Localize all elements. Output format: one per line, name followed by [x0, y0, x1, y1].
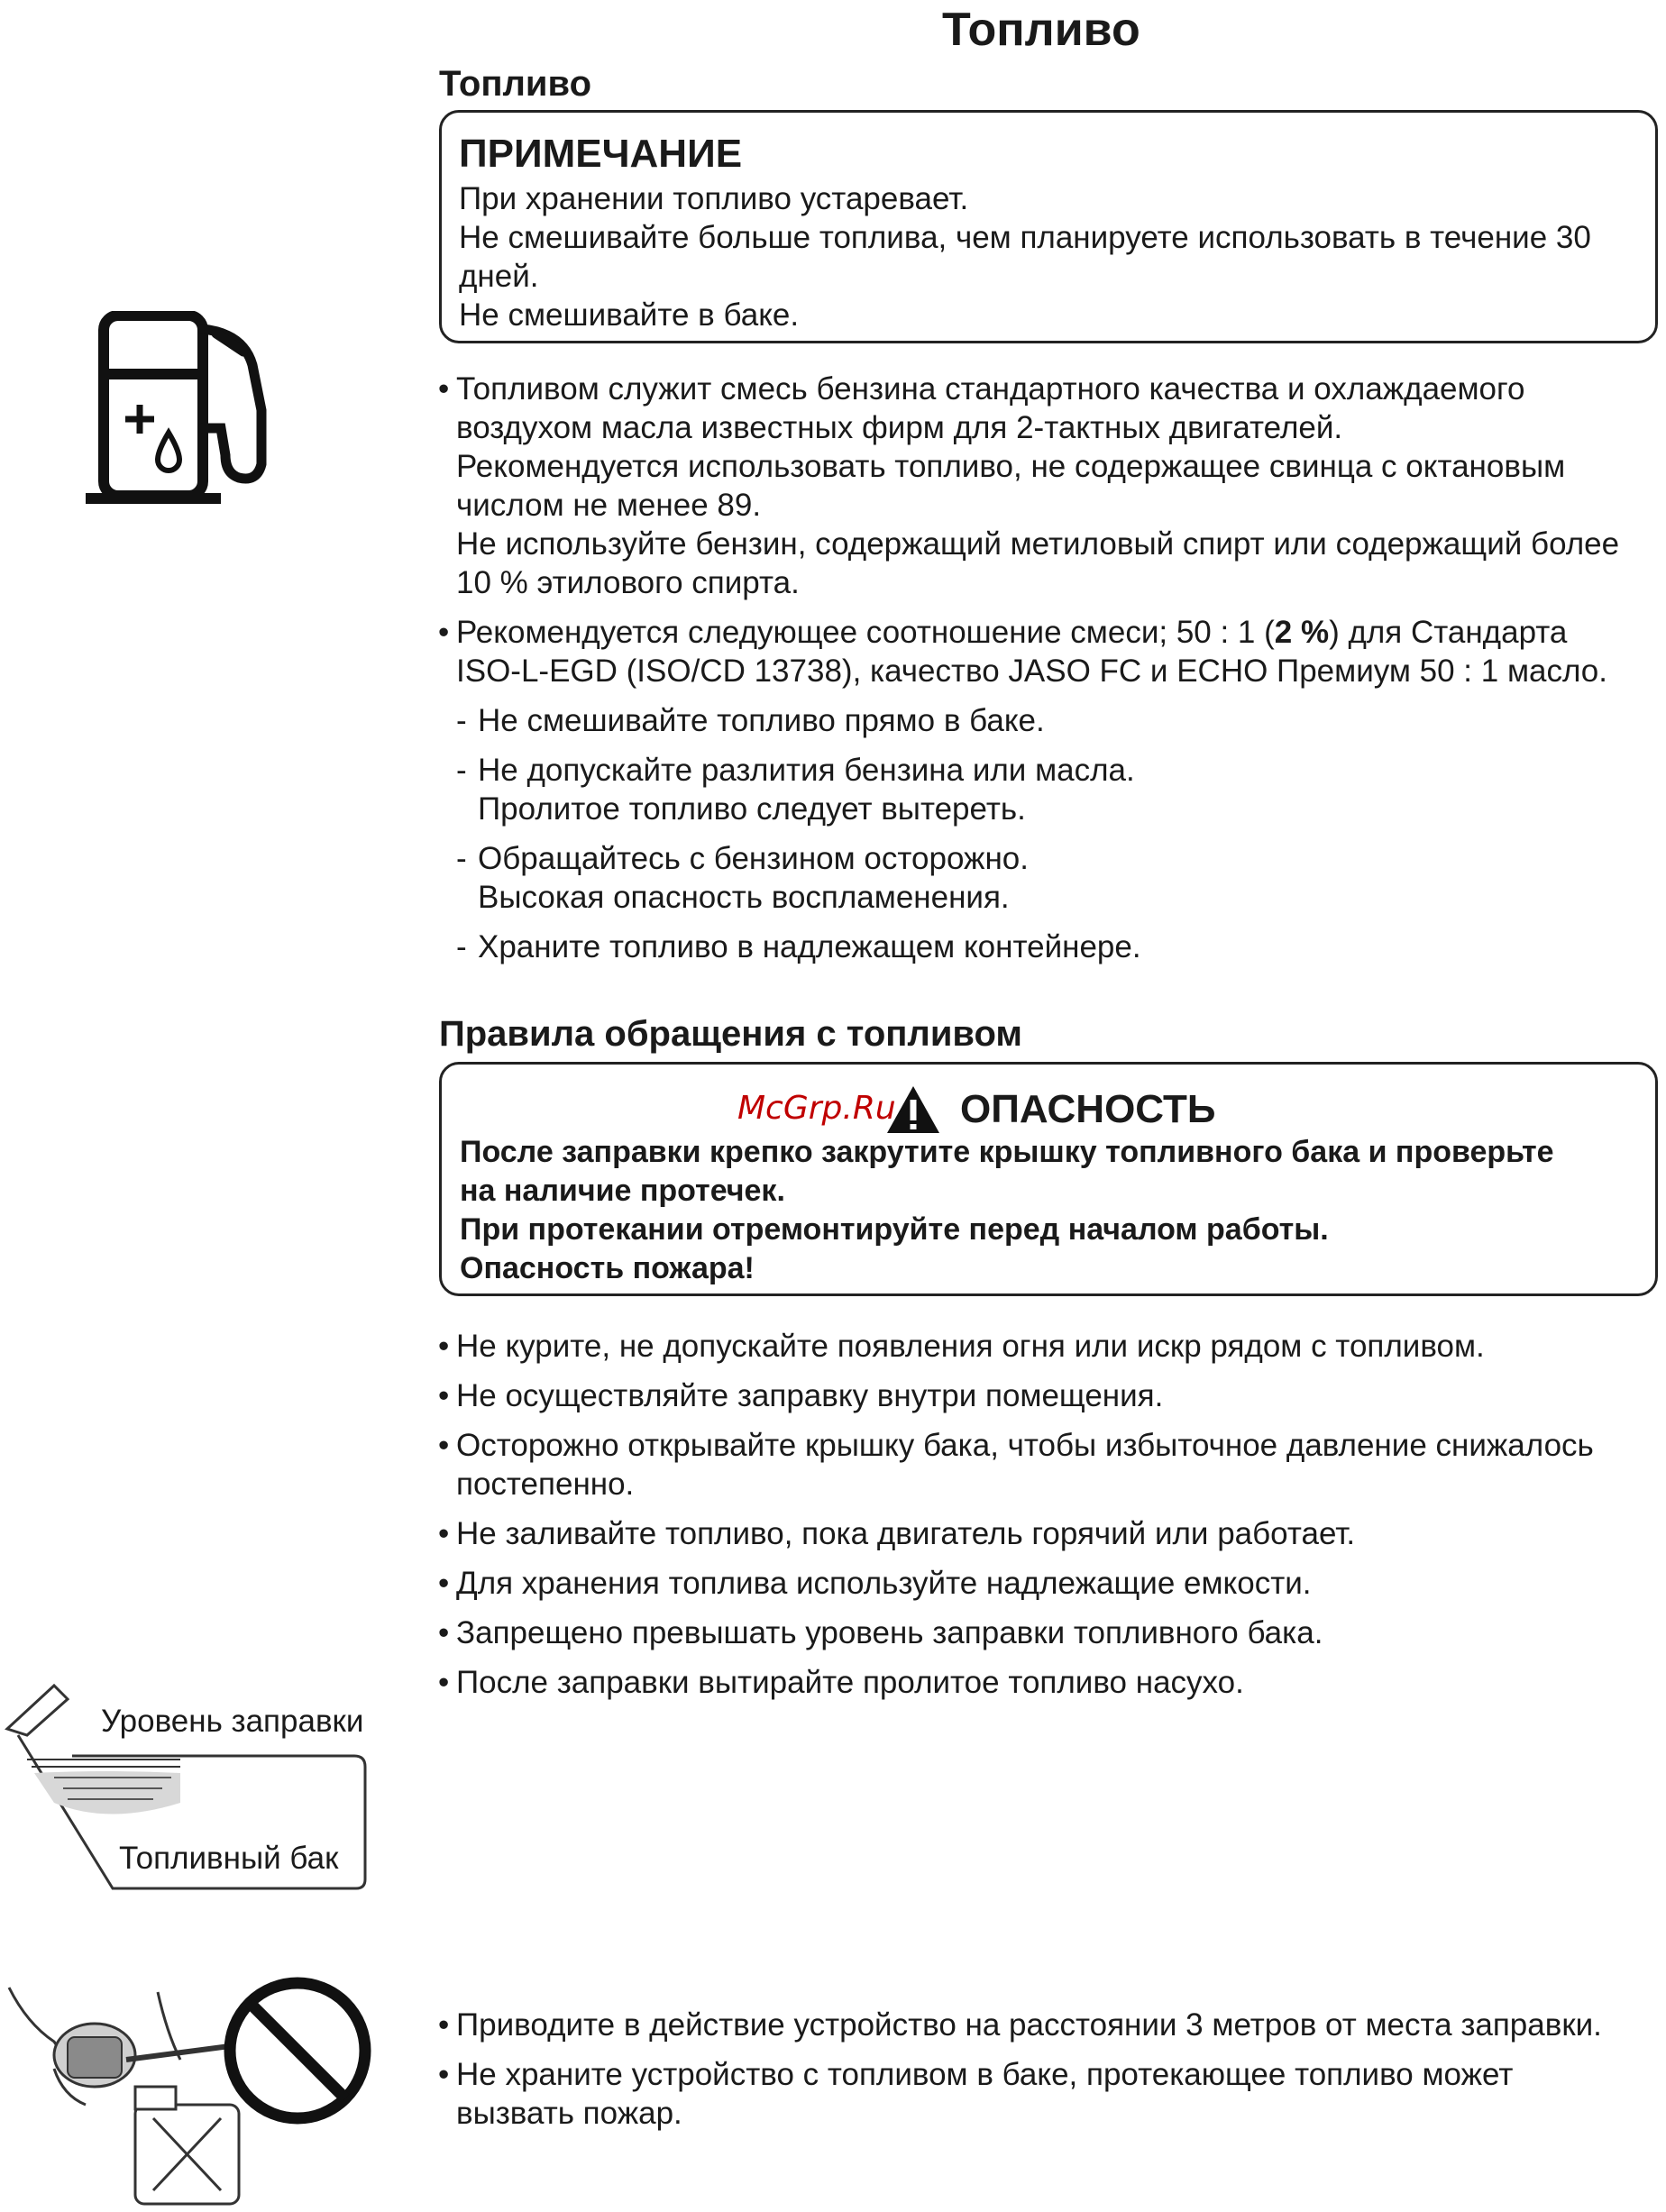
note-line: дней. — [459, 259, 539, 294]
refueling-illustration — [0, 1970, 379, 2208]
list-item: • Не заливайте топливо, пока двигатель горячий или работает. — [438, 1514, 1664, 1553]
danger-line: При протекании отремонтируйте перед началом работы. — [460, 1212, 1329, 1247]
operation-bullets — [438, 2006, 1664, 2133]
danger-title: ОПАСНОСТЬ — [960, 1087, 1216, 1131]
watermark: McGrp.Ru — [737, 1090, 896, 1127]
note-title: ПРИМЕЧАНИЕ — [459, 132, 743, 176]
note-line: Не смешивайте в баке. — [459, 297, 800, 333]
fuel-bullets — [438, 370, 1664, 966]
list-item: • Для хранения топлива используйте надлежащие емкости. — [438, 1564, 1664, 1603]
note-line: При хранении топливо устаревает. — [459, 181, 969, 216]
section-heading-fuel: Топливо — [439, 64, 592, 104]
list-item: • Топливом служит смесь бензина стандартного качества и охлаждаемого воздухом масла известных фирм для 2-тактных двигателей. Рекомендуется использовать топливо, не содержащее свинца с октановым числом не менее 89. Не используйте бензин, содержащий метиловый спирт или содержащий более 10 % этилового спирта. — [438, 370, 1664, 602]
list-item: - Не смешивайте топливо прямо в баке. — [456, 701, 1664, 740]
note-box — [439, 110, 1658, 343]
list-item: • Запрещено превышать уровень заправки топливного бака. — [438, 1613, 1664, 1652]
list-item: • Осторожно открывайте крышку бака, чтобы избыточное давление снижалось постепенно. — [438, 1426, 1664, 1504]
list-item: • Рекомендуется следующее соотношение смеси; 50 : 1 (2 %) для Стандарта ISO-L-EGD (ISO/CD 13738), качество JASO FC и ECHO Премиум 50 : 1 масло. — [438, 613, 1664, 690]
list-item: • Не курите, не допускайте появления огня или искр рядом с топливом. — [438, 1327, 1664, 1366]
list-item: - Храните топливо в надлежащем контейнере. — [456, 928, 1664, 966]
ratio-percent: 2 % — [1274, 615, 1330, 650]
section-heading-handling: Правила обращения с топливом — [439, 1014, 1022, 1054]
list-item: • После заправки вытирайте пролитое топливо насухо. — [438, 1663, 1664, 1702]
danger-line: Опасность пожара! — [460, 1251, 755, 1285]
danger-line: на наличие протечек. — [460, 1174, 785, 1208]
list-item: • Приводите в действие устройство на расстоянии 3 метров от места заправки. — [438, 2006, 1664, 2044]
page-title: Топливо — [942, 4, 1140, 56]
handling-bullets — [438, 1327, 1664, 1702]
note-line: Не смешивайте больше топлива, чем планируете использовать в течение 30 — [459, 220, 1591, 255]
list-item: • Не храните устройство с топливом в баке, протекающее топливо может вызвать пожар. — [438, 2055, 1664, 2133]
danger-box — [439, 1062, 1658, 1296]
fuel-pump-icon — [86, 311, 284, 509]
list-item: • Не осуществляйте заправку внутри помещения. — [438, 1376, 1664, 1415]
warning-triangle-icon — [885, 1084, 941, 1135]
list-item: - Обращайтесь с бензином осторожно. Высокая опасность воспламенения. — [456, 839, 1664, 917]
fill-level-label: Уровень заправки — [101, 1704, 364, 1739]
fuel-tank-label: Топливный бак — [119, 1841, 339, 1876]
list-item: - Не допускайте разлития бензина или масла. Пролитое топливо следует вытереть. — [456, 751, 1664, 828]
danger-line: После заправки крепко закрутите крышку топливного бака и проверьте — [460, 1135, 1554, 1169]
